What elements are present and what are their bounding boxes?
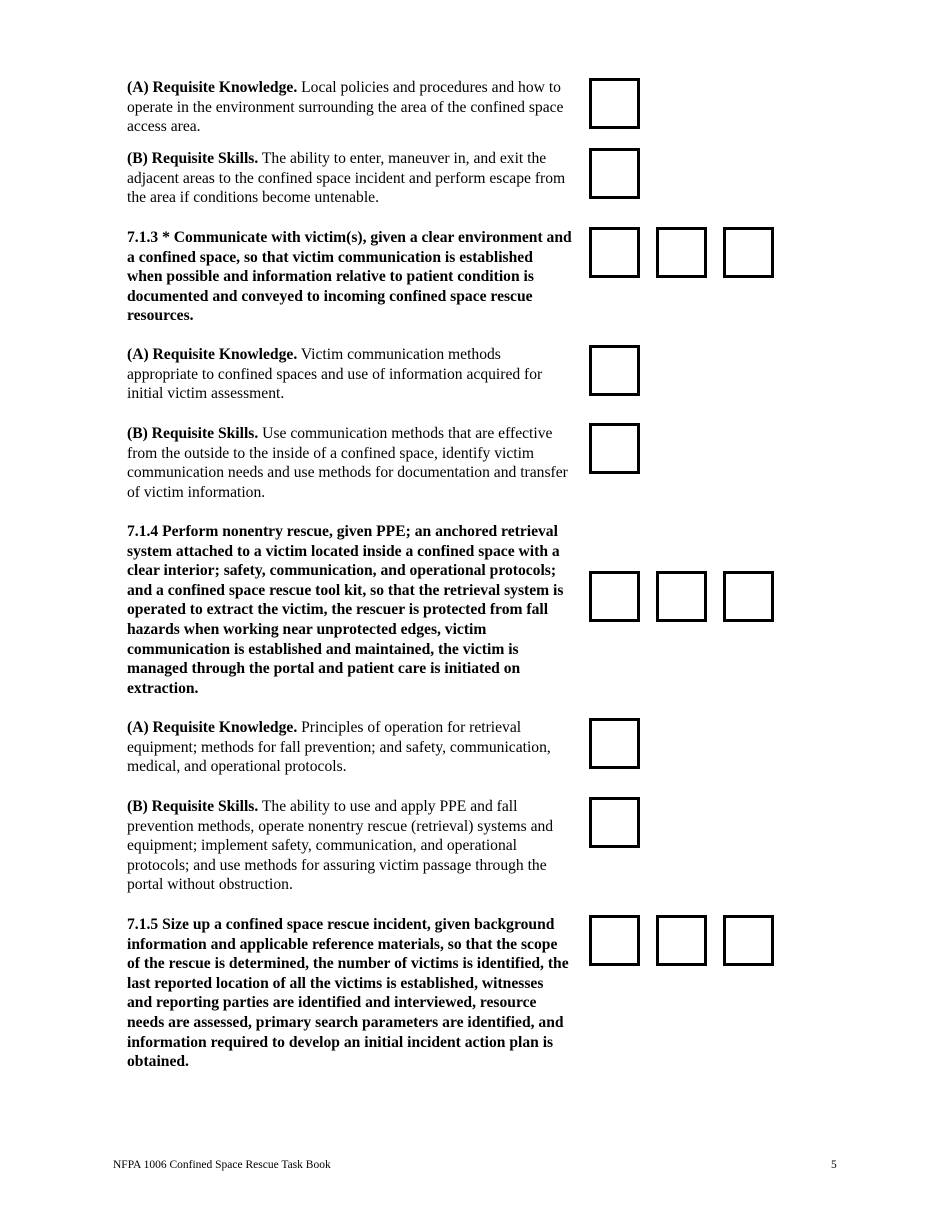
signoff-checkbox[interactable] bbox=[723, 571, 774, 622]
paragraph-text: Principles of operation for retrieval equipment; methods for fall prevention; and safety, communication, medical, and operational protocols. bbox=[127, 719, 551, 776]
signoff-boxes bbox=[589, 345, 640, 396]
paragraph-text: Use communication methods that are effective from the outside to the inside of a confined space, identify victim communication needs and use methods for documentation and transfer of victim information. bbox=[127, 425, 568, 501]
signoff-checkbox[interactable] bbox=[589, 571, 640, 622]
requisite-skills-paragraph bbox=[127, 797, 572, 895]
signoff-checkbox[interactable] bbox=[656, 571, 707, 622]
signoff-boxes bbox=[589, 718, 640, 769]
signoff-checkbox[interactable] bbox=[589, 797, 640, 848]
signoff-checkbox[interactable] bbox=[589, 345, 640, 396]
signoff-boxes bbox=[589, 227, 774, 278]
paragraph-text: Victim communication methods appropriate to confined spaces and use of information acquired for initial victim assessment. bbox=[127, 346, 543, 403]
signoff-checkbox[interactable] bbox=[656, 227, 707, 278]
signoff-checkbox[interactable] bbox=[589, 718, 640, 769]
signoff-boxes bbox=[589, 148, 640, 199]
signoff-boxes bbox=[589, 915, 774, 966]
paragraph-label: (B) Requisite Skills. bbox=[127, 150, 259, 167]
requisite-knowledge-paragraph bbox=[127, 78, 572, 137]
paragraph-text: The ability to use and apply PPE and fall prevention methods, operate nonentry rescue (retrieval) systems and equipment; implement safety, communication, and operational protocols; and use methods for assuring victim passage through the portal without obstruction. bbox=[127, 798, 554, 894]
footer-title: NFPA 1006 Confined Space Rescue Task Book bbox=[113, 1159, 331, 1171]
signoff-checkbox[interactable] bbox=[723, 915, 774, 966]
signoff-checkbox[interactable] bbox=[589, 423, 640, 474]
signoff-boxes bbox=[589, 78, 640, 129]
paragraph-text: 7.1.3 * Communicate with victim(s), given a clear environment and a confined space, so that victim communication is established when possible and information relative to patient condition is documented and conveyed to incoming confined space rescue resources. bbox=[127, 229, 572, 325]
paragraph-text: The ability to enter, maneuver in, and exit the adjacent areas to the confined space incident and perform escape from the area if conditions become untenable. bbox=[127, 150, 566, 207]
signoff-checkbox[interactable] bbox=[656, 915, 707, 966]
paragraph-label: (A) Requisite Knowledge. bbox=[127, 719, 298, 736]
page-number: 5 bbox=[831, 1159, 837, 1171]
signoff-checkbox[interactable] bbox=[723, 227, 774, 278]
requisite-knowledge-paragraph bbox=[127, 718, 572, 777]
signoff-checkbox[interactable] bbox=[589, 915, 640, 966]
paragraph-text: Local policies and procedures and how to operate in the environment surrounding the area of the confined space access area. bbox=[127, 79, 564, 136]
jpr-7-1-5-heading bbox=[127, 915, 572, 1072]
requisite-skills-paragraph bbox=[127, 424, 572, 502]
requisite-skills-paragraph bbox=[127, 149, 572, 208]
paragraph-label: (B) Requisite Skills. bbox=[127, 425, 259, 442]
signoff-checkbox[interactable] bbox=[589, 78, 640, 129]
signoff-boxes bbox=[589, 571, 774, 622]
signoff-boxes bbox=[589, 423, 640, 474]
signoff-checkbox[interactable] bbox=[589, 227, 640, 278]
requisite-knowledge-paragraph bbox=[127, 345, 572, 404]
signoff-checkbox[interactable] bbox=[589, 148, 640, 199]
paragraph-text: 7.1.5 Size up a confined space rescue incident, given background information and applicable reference materials, so that the scope of the rescue is determined, the number of victims is identified, the last reported location of all the victims is established, witnesses and reporting parties are identified and interviewed, resource needs are assessed, primary search parameters are identified, and information required to develop an initial incident action plan is obtained. bbox=[127, 916, 569, 1071]
paragraph-label: (B) Requisite Skills. bbox=[127, 798, 259, 815]
paragraph-label: (A) Requisite Knowledge. bbox=[127, 346, 298, 363]
signoff-boxes bbox=[589, 797, 640, 848]
jpr-7-1-3-heading bbox=[127, 228, 572, 326]
jpr-7-1-4-heading bbox=[127, 522, 572, 698]
paragraph-label: (A) Requisite Knowledge. bbox=[127, 79, 298, 96]
paragraph-text: 7.1.4 Perform nonentry rescue, given PPE; an anchored retrieval system attached to a victim located inside a confined space with a clear interior; safety, communication, and operational protocols; and a confined space rescue tool kit, so that the retrieval system is operated to extract the victim, the rescuer is protected from fall hazards when working near unprotected edges, victim communication is established and maintained, the victim is managed through the portal and patient care is initiated on extraction. bbox=[127, 523, 564, 697]
